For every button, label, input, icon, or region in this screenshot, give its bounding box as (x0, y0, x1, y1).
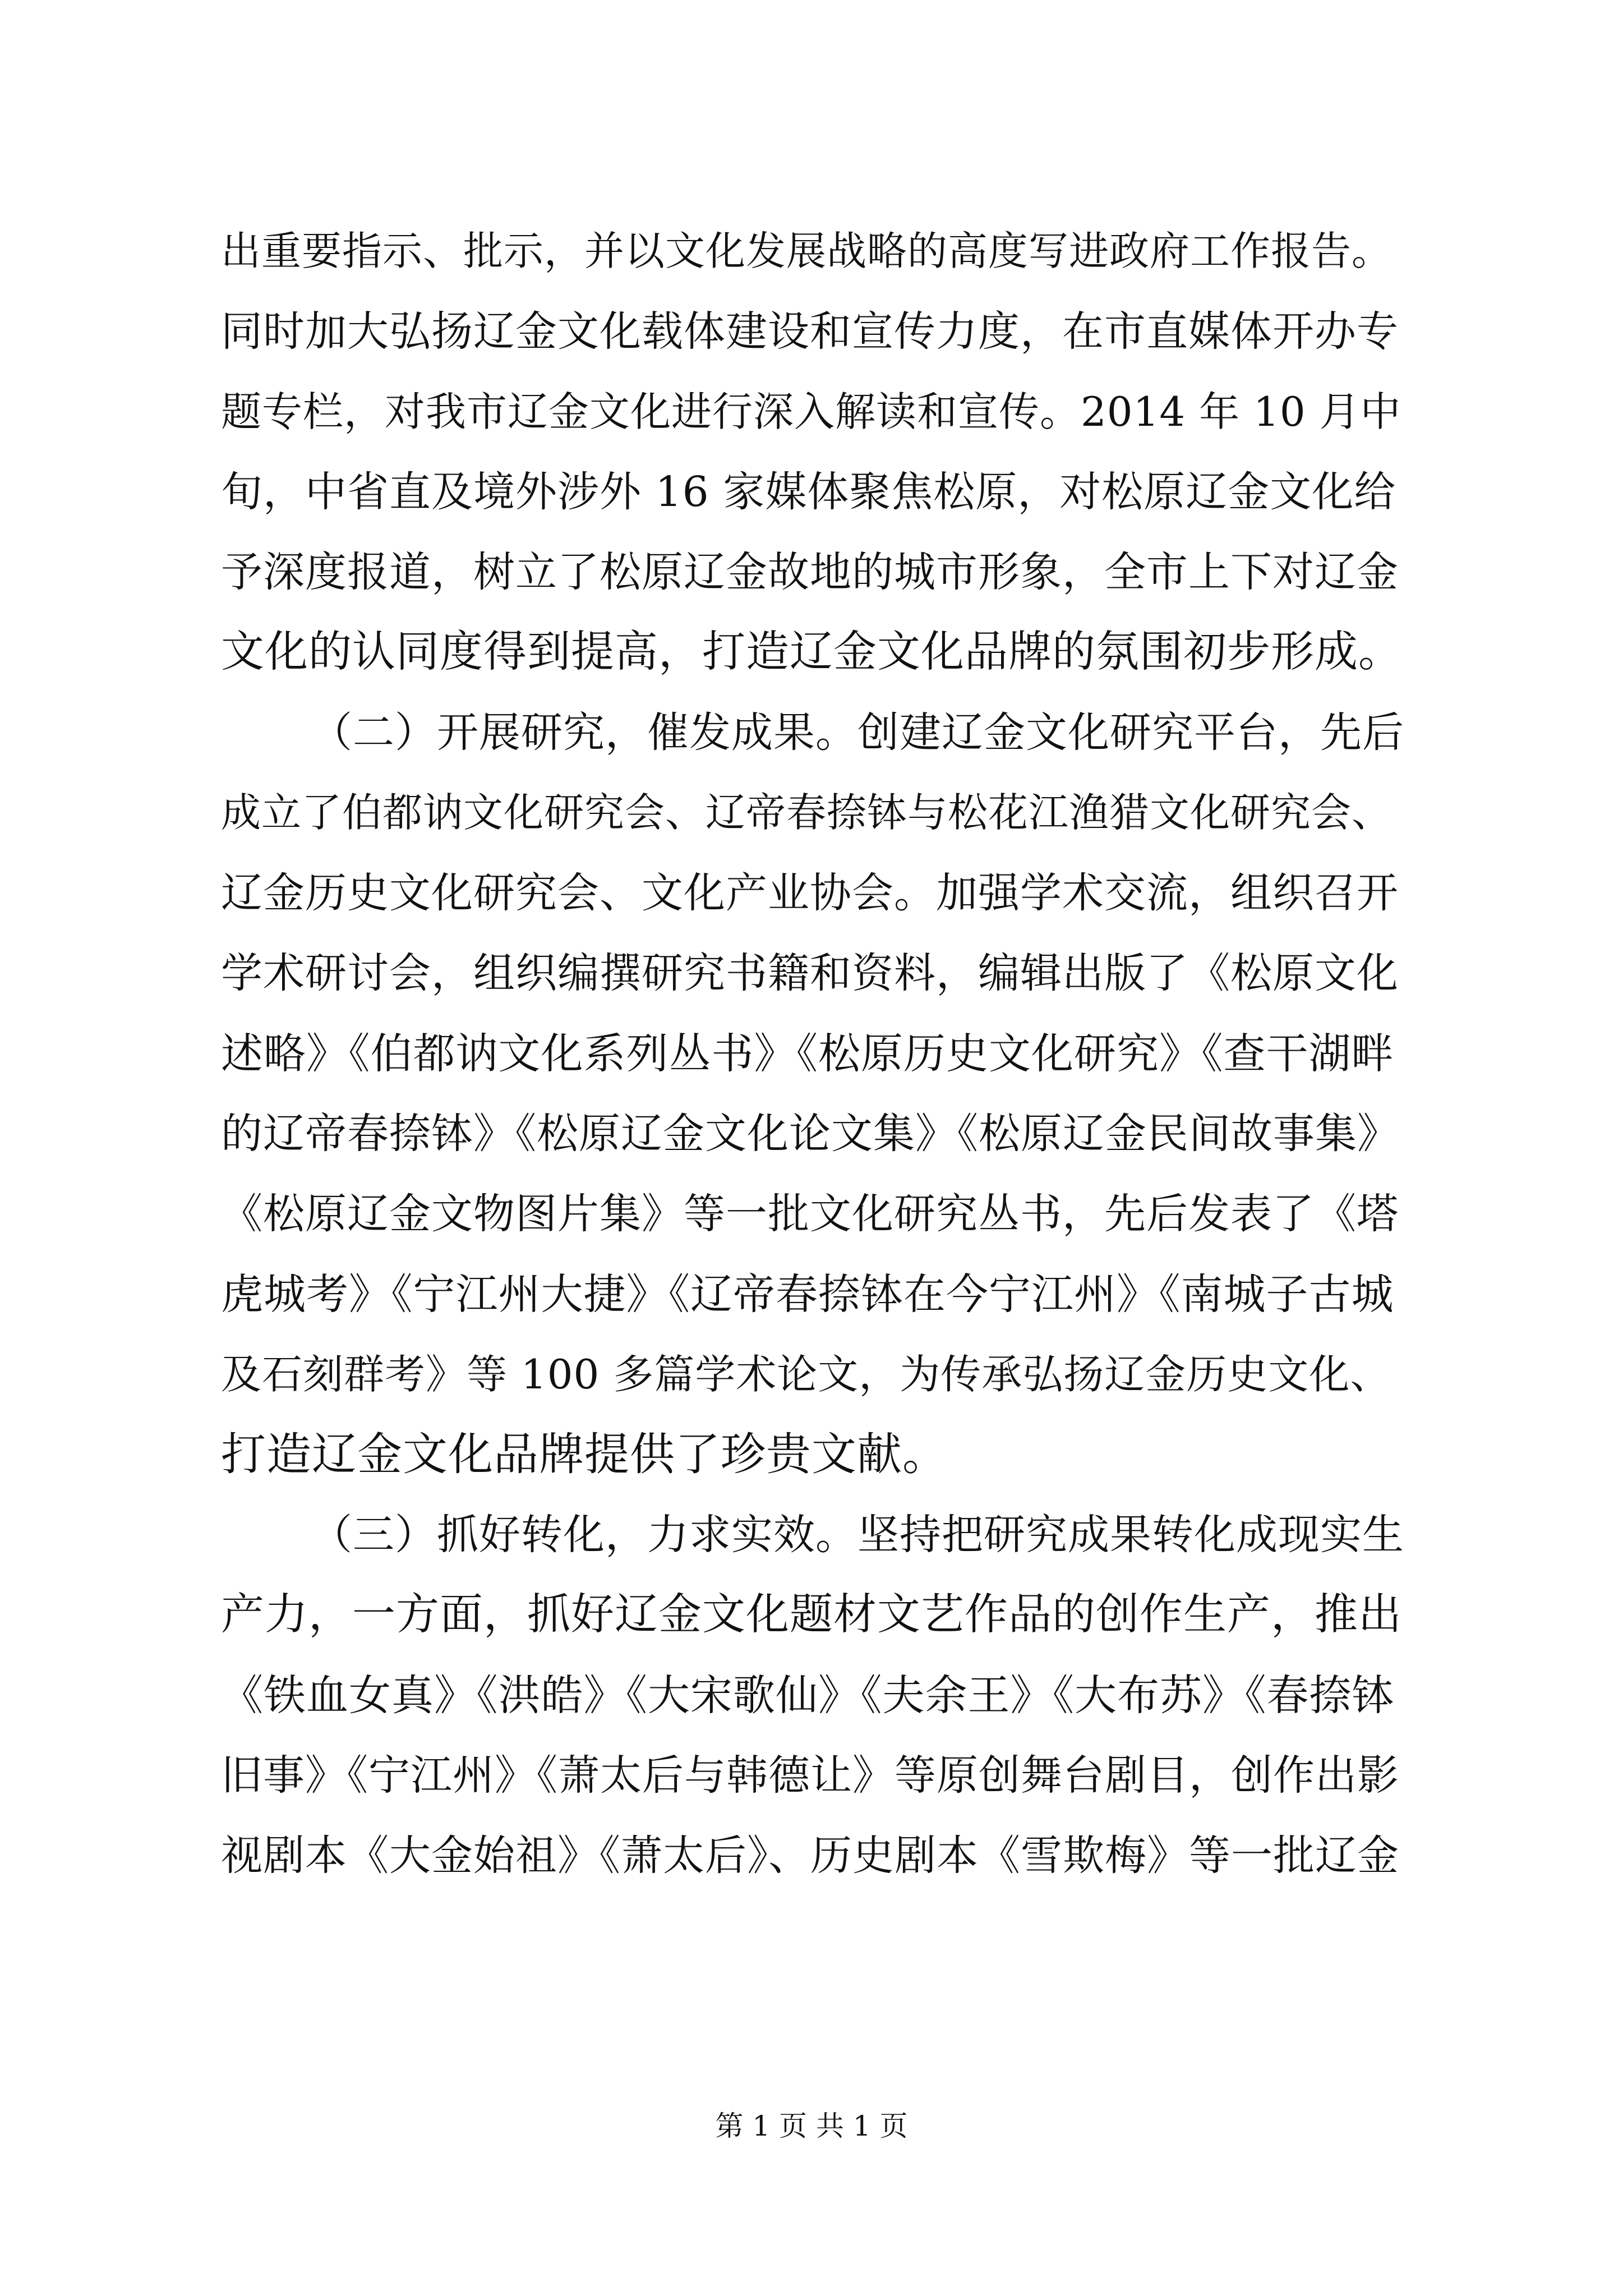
text-line: 及石刻群考》等 100 多篇学术论文，为传承弘扬辽金历史文化、 (221, 1351, 1391, 1398)
text-line: 《松原辽金文物图片集》等一批文化研究丛书，先后发表了《塔 (221, 1190, 1399, 1238)
text-line: 视剧本《大金始祖》《萧太后》、历史剧本《雪欺梅》等一批辽金 (221, 1832, 1399, 1880)
paragraph-heading-line: （二）开展研究，催发成果。创建辽金文化研究平台，先后 (311, 708, 1404, 757)
text-line: 出重要指示、批示，并以文化发展战略的高度写进政府工作报告。 (221, 228, 1393, 274)
page-footer: 第 1 页 共 1 页 (715, 2110, 908, 2142)
text-line: 虎城考》《宁江州大捷》《辽帝春捺钵在今宁江州》《南城子古城 (221, 1269, 1394, 1319)
text-line: 打造辽金文化品牌提供了珍贵文献。 (221, 1428, 948, 1480)
text-line: 学术研讨会，组织编撰研究书籍和资料，编辑出版了《松原文化 (221, 949, 1399, 997)
paragraph-heading-line: （三）抓好转化，力求实效。坚持把研究成果转化成现实生 (311, 1511, 1404, 1559)
text-line: 同时加大弘扬辽金文化载体建设和宣传力度，在市直媒体开办专 (221, 307, 1399, 356)
text-line: 产力，一方面，抓好辽金文化题材文艺作品的创作生产，推出 (221, 1590, 1402, 1640)
text-line: 旧事》《宁江州》《萧太后与韩德让》等原创舞台剧目，创作出影 (221, 1751, 1399, 1800)
text-line: 述略》《伯都讷文化系列丛书》《松原历史文化研究》《查干湖畔 (221, 1029, 1394, 1078)
text-line: 成立了伯都讷文化研究会、辽帝春捺钵与松花江渔猎文化研究会、 (221, 789, 1393, 836)
text-line: 予深度报道，树立了松原辽金故地的城市形象，全市上下对辽金 (221, 548, 1399, 596)
text-line: 旬，中省直及境外涉外 16 家媒体聚焦松原，对松原辽金文化给 (221, 468, 1396, 516)
text-line: 文化的认同度得到提高，打造辽金文化品牌的氛围初步形成。 (221, 627, 1402, 677)
text-line: 辽金历史文化研究会、文化产业协会。加强学术交流，组织召开 (221, 869, 1399, 917)
text-line: 题专栏，对我市辽金文化进行深入解读和宣传。2014 年 10 月中 (221, 388, 1401, 435)
text-line: 《铁血女真》《洪皓》《大宋歌仙》《夫余王》《大布苏》《春捺钵 (221, 1671, 1395, 1720)
text-line: 的辽帝春捺钵》《松原辽金文化论文集》《松原辽金民间故事集》 (221, 1110, 1399, 1158)
